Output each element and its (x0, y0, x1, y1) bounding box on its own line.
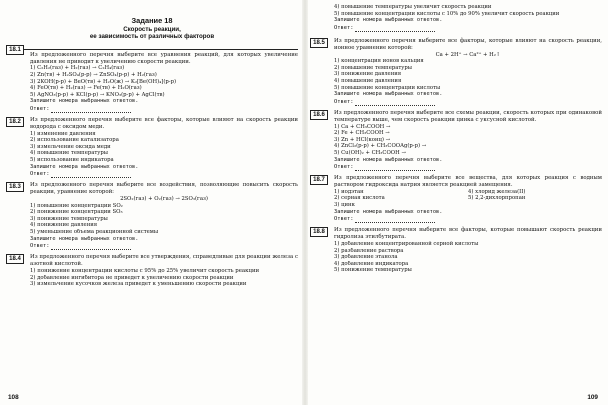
option-4[interactable]: 4) понижение давления (30, 222, 98, 229)
answer-label: Ответ: (334, 216, 354, 223)
left-page (6, 4, 298, 403)
section-subtitle-line1: Скорость реакции, (123, 25, 181, 33)
task-18-5 (310, 38, 602, 106)
right-page (310, 4, 602, 403)
answer-field[interactable] (355, 101, 435, 106)
task-instruction: Запишите номера выбранных ответов. (334, 156, 443, 163)
task-options (30, 65, 298, 98)
task-number: 18.6 (310, 110, 328, 120)
task-question: Из предложенного перечня выберите все воздействия, позволяющие повысить скорость реакции, уравнение которой: (30, 182, 298, 196)
answer-field[interactable] (51, 173, 131, 178)
option-4[interactable]: 4) хлорид железа(II) (468, 188, 526, 195)
option-5[interactable]: 5) использование индикатора (30, 157, 114, 164)
task-divider (24, 49, 298, 50)
answer-label: Ответ: (30, 243, 50, 250)
option-2[interactable]: 2) понижение концентрации SO₃ (30, 209, 123, 216)
option-1[interactable]: 1) C₂H₂(газ) + H₂(газ) → C₂H₄(газ) (30, 65, 125, 72)
task-number: 18.7 (310, 175, 328, 185)
task-question: Из предложенного перечня выберите все уравнения реакций, для которых увеличение давления не приводит к увеличению скорости реакции. (30, 51, 298, 65)
task-options (334, 124, 602, 157)
option-3[interactable]: 3) измельчение оксида меди (30, 143, 111, 150)
option-3[interactable]: 3) понижение температуры (30, 215, 108, 222)
task-options (334, 4, 602, 17)
option-3[interactable]: 3) добавление этанола (334, 254, 398, 261)
task-number: 18.1 (6, 45, 24, 55)
task-18-4 (6, 254, 298, 288)
option-1[interactable]: 1) иодэтан (334, 188, 364, 195)
option-5[interactable]: 5) Cu(OH)₂ + CH₃COOH → (334, 149, 406, 156)
task-question: Из предложенного перечня выберите все вещества, для которых реакция с водным раствором гидроксида натрия является реакцией замещения. (334, 175, 602, 189)
task-number: 18.4 (6, 254, 24, 264)
task-instruction: Запишите номера выбранных ответов. (334, 17, 443, 24)
task-number: 18.3 (6, 182, 24, 192)
task-question: Из предложенного перечня выберите все утверждения, справедливые для реакции железа с азотной кислотой. (30, 254, 298, 268)
option-2[interactable]: 2) Fe + CH₃COOH → (334, 130, 390, 137)
answer-row (334, 24, 602, 32)
option-5[interactable]: 5) повышение концентрации кислоты (334, 84, 441, 91)
answer-row (334, 98, 602, 106)
answer-label: Ответ: (30, 171, 50, 178)
option-2[interactable]: 2) Zn(тв) + H₂SO₄(р-р) → ZnSO₄(р-р) + H₂(газ) (30, 71, 157, 78)
task-instruction: Запишите номера выбранных ответов. (30, 163, 139, 170)
answer-label: Ответ: (30, 106, 50, 113)
task-options (334, 189, 602, 209)
task-question: Из предложенного перечня выберите все факторы, которые влияют на скорость реакции водорода с оксидом меди. (30, 117, 298, 130)
option-4[interactable]: 4) повышение температуры увеличит скорость реакции (334, 4, 492, 10)
task-18-8 (310, 227, 602, 274)
task-18-4-continuation (310, 4, 602, 32)
answer-row (30, 105, 298, 113)
option-1[interactable]: 1) добавление концентрированной серной кислоты (334, 241, 479, 248)
option-4[interactable]: 4) повышение давления (334, 77, 402, 84)
task-18-1 (6, 45, 298, 113)
task-instruction: Запишите номера выбранных ответов. (334, 208, 443, 215)
option-2[interactable]: 2) разбавление раствора (334, 247, 404, 254)
task-number: 18.5 (310, 38, 328, 48)
answer-field[interactable] (355, 218, 435, 223)
answer-field[interactable] (51, 245, 131, 250)
answer-label: Ответ: (334, 98, 354, 105)
section-title: Задание 18 (131, 16, 173, 25)
option-4[interactable]: 4) добавление индикатора (334, 260, 409, 267)
task-question: Из предложенного перечня выберите все схемы реакции, скорость которых при одинаковой температуре выше, чем скорость реакции цинка с уксусной кислотой. (334, 109, 602, 123)
task-question: Из предложенного перечня выберите все факторы, которые влияют на скорость реакции, ионное уравнение которой: (334, 37, 602, 51)
task-18-3 (6, 182, 298, 250)
page-number: 108 (8, 394, 19, 401)
answer-field[interactable] (355, 166, 435, 171)
reaction-equation: 2SO₂(газ) + O₂(газ) → 2SO₃(газ) (120, 196, 208, 203)
option-5[interactable]: 5) повышение концентрации кислоты с 10% до 90% увеличит скорость реакции (334, 10, 560, 17)
task-instruction: Запишите номера выбранных ответов. (30, 98, 139, 105)
option-3[interactable]: 3) измельчение кусочков железа приведет к уменьшению скорости реакции (30, 281, 247, 288)
answer-row (30, 242, 298, 250)
option-3[interactable]: 3) 2KOH(р-р) + BeO(тв) + H₂O(ж) → K₂[Be(OH)₄](р-р) (30, 78, 177, 85)
option-1[interactable]: 1) Ca + CH₃COOH → (334, 123, 391, 130)
option-1[interactable]: 1) понижение концентрации кислоты с 95% до 25% увеличит скорость реакции (30, 268, 260, 275)
task-question: Из предложенного перечня выберите все факторы, которые повышают скорость реакции гидролиза этилбутирата. (334, 227, 602, 241)
section-subtitle-line2: ее зависимость от различных факторов (89, 33, 215, 41)
answer-label: Ответ: (334, 164, 354, 171)
option-2[interactable]: 2) повышение температуры (334, 64, 413, 71)
option-2[interactable]: 2) добавление ингибитора не приведет к увеличению скорости реакции (30, 274, 234, 281)
option-5[interactable]: 5) 2,2-дихлорпропан (468, 195, 526, 202)
option-5[interactable]: 5) понижение температуры (334, 267, 412, 274)
task-number: 18.2 (6, 117, 24, 127)
task-options (30, 203, 298, 236)
answer-field[interactable] (355, 27, 435, 32)
section-header (6, 17, 298, 41)
option-4[interactable]: 4) ZnCl₂(р-р) + CH₃COOAg(р-р) → (334, 143, 427, 150)
task-number: 18.8 (310, 227, 328, 237)
task-instruction: Запишите номера выбранных ответов. (30, 235, 139, 242)
option-5[interactable]: 5) AgNO₃(р-р) + KCl(р-р) → KNO₃(р-р) + AgCl(тв) (30, 91, 165, 98)
option-3[interactable]: 3) Zn + HCl(конц) → (334, 136, 391, 143)
task-options (30, 268, 298, 288)
answer-row (30, 170, 298, 178)
book-gutter (302, 0, 308, 405)
task-18-2 (6, 117, 298, 178)
option-4[interactable]: 4) повышение температуры (30, 150, 109, 157)
option-1[interactable]: 1) повышение концентрации SO₂ (30, 202, 123, 209)
task-options (334, 58, 602, 91)
option-5[interactable]: 5) уменьшение объема реакционной системы (30, 229, 159, 236)
option-4[interactable]: 4) FeO(тв) + H₂(газ) → Fe(тв) + H₂O(газ) (30, 85, 142, 92)
option-2[interactable]: 2) серная кислота (334, 195, 385, 202)
option-2[interactable]: 2) использование катализатора (30, 137, 119, 144)
task-18-6 (310, 110, 602, 171)
task-18-7 (310, 175, 602, 223)
option-1[interactable]: 1) изменение давления (30, 130, 96, 137)
task-options (30, 131, 298, 164)
answer-label: Ответ: (334, 24, 354, 31)
option-3[interactable]: 3) понижение давления (334, 71, 402, 78)
option-1[interactable]: 1) концентрация ионов кальция (334, 58, 424, 65)
answer-field[interactable] (51, 108, 131, 113)
task-instruction: Запишите номера выбранных ответов. (334, 91, 443, 98)
task-options (334, 241, 602, 274)
option-3[interactable]: 3) цинк (334, 202, 355, 209)
answer-row (334, 215, 602, 223)
reaction-equation: Ca + 2H⁺ → Ca²⁺ + H₂↑ (435, 51, 501, 58)
answer-row (334, 163, 602, 171)
page-number: 109 (587, 394, 598, 401)
